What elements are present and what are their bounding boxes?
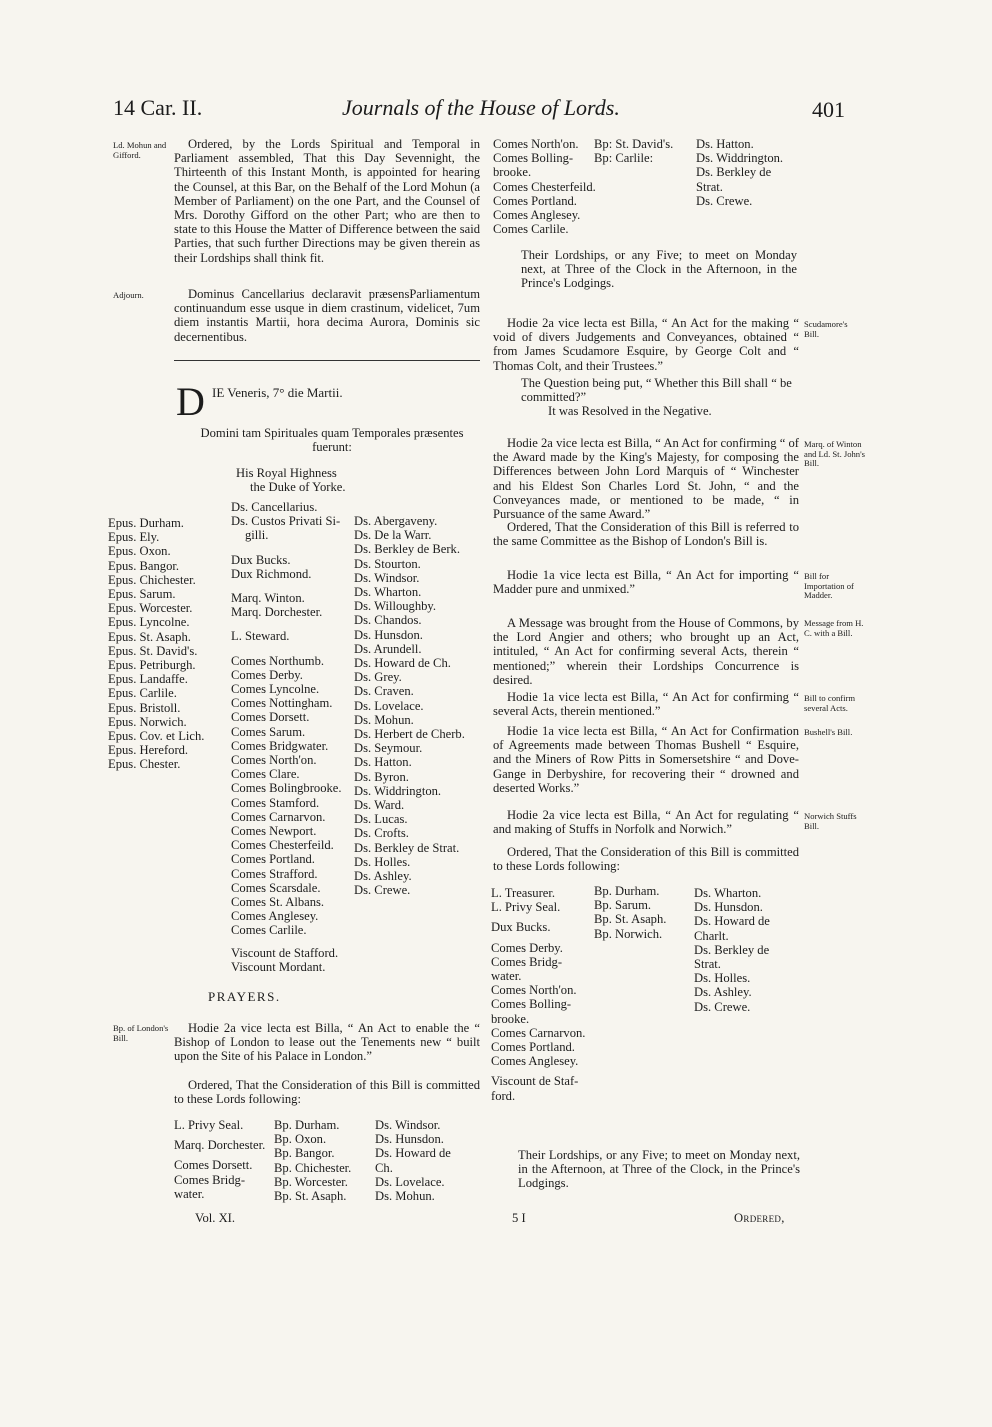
baron-entry: Ds. Holles. (354, 854, 411, 869)
bishop-entry: Epus. Oxon. (108, 544, 171, 559)
committee-member: Comes Carlile. (493, 222, 569, 237)
baron-entry: Ds. Berkley de Strat. (354, 840, 460, 855)
committee-member: Ds. Howard de (375, 1146, 451, 1161)
earl-entry: Comes Derby. (231, 667, 303, 682)
earl-entry: Comes Bridgwater. (231, 738, 329, 753)
committee-member: Bp. Bangor. (274, 1146, 335, 1161)
committee-member: Bp. Chichester. (274, 1160, 352, 1175)
margin-note-norwich: Norwich Stuffs Bill. (804, 811, 857, 831)
committee-member: brooke. (491, 1011, 530, 1026)
earl-entry: Comes Dorsett. (231, 710, 310, 725)
question-put: The Question being put, “ Whether this Bill shall “ be committed?” (521, 376, 792, 405)
committee-col-2 (274, 1118, 351, 1203)
bishop-entry: Epus. Norwich. (108, 714, 187, 729)
cancellarius: Ds. Cancellarius. (231, 500, 318, 514)
officers-column (236, 466, 346, 494)
committee-member: Bp. Oxon. (274, 1132, 327, 1147)
steward: L. Steward. (231, 629, 290, 644)
bushell-reading: Hodie 1a vice lecta est Billa, “ An Act for Confirmation of Agreements made between Thomas Bushell “ Esquire, and the Miners of Row Pitts in Somersetshire “ and Dove-Gange in Derbyshire, for recovering their “ drowned and deserted Works.” (493, 724, 799, 795)
marquess-entry: Marq. Winton. (231, 591, 305, 606)
committee-member: Strat. (696, 179, 723, 194)
margin-note-london: Bp. of London's Bill. (113, 1023, 169, 1043)
bishop-entry: Epus. Durham. (108, 516, 184, 530)
baron-entry: Ds. Craven. (354, 684, 414, 699)
committee-member: Comes Anglesey. (491, 1054, 579, 1069)
baron-entry: Ds. Grey. (354, 670, 402, 685)
committee-member: Viscount de Staf- (491, 1074, 579, 1089)
committee-member: L. Privy Seal. (491, 900, 561, 915)
catchword: Ordered, (734, 1211, 785, 1225)
baron-entry: Ds. Mohun. (354, 712, 414, 727)
baron-entry: Ds. Seymour. (354, 741, 423, 756)
committee-member: Ds. Hunsdon. (375, 1132, 444, 1147)
committee-member: water. (174, 1186, 205, 1201)
page-number: 401 (812, 97, 845, 122)
bishop-entry: Epus. Bristoll. (108, 700, 181, 715)
margin-note-adjourn: Adjourn. (113, 290, 144, 300)
earl-entry: Comes Chesterfeild. (231, 838, 334, 853)
top-committee-col-2 (594, 137, 673, 165)
earl-entry: Comes Stamford. (231, 795, 320, 810)
baron-entry: Ds. Berkley de Berk. (354, 542, 460, 557)
header-title: Journals of the House of Lords. (342, 95, 620, 120)
committee-member: Strat. (694, 957, 721, 972)
earl-entry: Comes Lyncolne. (231, 682, 320, 697)
committee-member: Ds. Crewe. (696, 193, 753, 208)
margin-note-scudamore: Scudamore's Bill. (804, 319, 848, 339)
present-heading: Domini tam Spirituales quam Temporales præsentes fuerunt: (200, 426, 464, 455)
margin-note-confirm: Bill to confirm several Acts. (804, 693, 856, 713)
committee-member: Ds. Hunsdon. (694, 900, 763, 915)
committee-member: Bp. Durham. (274, 1118, 340, 1132)
committee-member: Comes North'on. (491, 983, 577, 998)
baron-entry: Ds. Abergaveny. (354, 514, 438, 528)
bishop-entry: Epus. St. David's. (108, 643, 198, 658)
viscount-entry: Viscount Mordant. (231, 959, 326, 974)
bishop-entry: Epus. Bangor. (108, 558, 180, 573)
committee-member: Ds. Wharton. (694, 886, 762, 900)
madder-reading: Hodie 1a vice lecta est Billa, “ An Act for importing “ Madder pure and unmixed.” (493, 568, 799, 597)
bishop-entry: Epus. Lyncolne. (108, 615, 190, 630)
earl-entry: Comes Newport. (231, 824, 317, 839)
header-regnal-year: 14 Car. II. (113, 95, 203, 120)
date-initial: D (176, 379, 205, 424)
meeting-note-1: Their Lordships, or any Five; to meet on Monday next, at Three of the Clock in the Afternoon, in the Prince's Lodgings. (521, 248, 797, 291)
committee-member: Bp. Durham. (594, 884, 660, 898)
london-bill-reading: Hodie 2a vice lecta est Billa, “ An Act to enable the “ Bishop of London to lease out the Tenements new “ built upon the Site of his Palace in London.” (174, 1021, 480, 1064)
committee-member: Ds. Mohun. (375, 1189, 435, 1204)
committee-member: Comes North'on. (493, 137, 579, 151)
bishop-entry: Epus. Petriburgh. (108, 658, 196, 673)
top-committee-col-3 (696, 137, 783, 208)
winton-reading: Hodie 2a vice lecta est Billa, “ An Act for confirming “ of the Award made by the King's Majesty, for composing the Differences between John Lord Marquis of “ Winchester and his Eldest Son Charles Lord St. John, “ and the Conveyances made, or mentioned to be made, “ in Pursuance of the same Award.” (493, 436, 799, 522)
royal-line-1: His Royal Highness (236, 466, 337, 480)
committee-member: Bp. Sarum. (594, 898, 652, 913)
baron-entry: Ds. Herbert de Cherb. (354, 727, 465, 742)
bishop-entry: Epus. Carlile. (108, 686, 177, 701)
confirm-acts-reading: Hodie 1a vice lecta est Billa, “ An Act for confirming “ several Acts, therein mentioned.” (493, 690, 799, 719)
earl-entry: Comes North'on. (231, 753, 317, 768)
earl-entry: Comes Nottingham. (231, 696, 333, 711)
committee-member: Comes Anglesey. (493, 208, 581, 223)
london-bill-order: Ordered, That the Consideration of this Bill is committed to these Lords following: (174, 1078, 480, 1107)
bishop-entry: Epus. Worcester. (108, 601, 193, 616)
baron-entry: Ds. Windsor. (354, 570, 420, 585)
bishop-entry: Epus. Chester. (108, 757, 181, 772)
bishop-entry: Epus. Cov. et Lich. (108, 729, 205, 744)
committee-member: Ds. Windsor. (375, 1118, 441, 1132)
baron-entry: Ds. Lucas. (354, 812, 408, 827)
committee-member: Ds. Widdrington. (696, 151, 784, 166)
baron-entry: Ds. Willoughby. (354, 599, 437, 614)
margin-note-message: Message from H. C. with a Bill. (804, 618, 864, 638)
committee-member: Bp. Worcester. (274, 1174, 348, 1189)
committee-member: Bp. St. Asaph. (274, 1189, 347, 1204)
signature-mark: 5 I (512, 1211, 526, 1225)
earl-entry: Comes Anglesey. (231, 909, 319, 924)
volume-mark: Vol. XI. (195, 1211, 236, 1225)
baron-entry: Ds. Stourton. (354, 556, 421, 571)
committee-member: Comes Portland. (493, 193, 577, 208)
committee-member: L. Privy Seal. (174, 1118, 244, 1132)
baron-entry: Ds. Wharton. (354, 585, 422, 600)
earl-entry: Comes Portland. (231, 852, 315, 867)
baron-entry: Ds. Howard de Ch. (354, 656, 451, 671)
committee-member: Ds. Crewe. (694, 999, 751, 1014)
marquess-entry: Marq. Dorchester. (231, 605, 323, 620)
baron-entry: Ds. De la Warr. (354, 528, 432, 543)
duke-entry: Dux Bucks. (231, 552, 291, 567)
baron-entry: Ds. Lovelace. (354, 698, 424, 713)
royal-line-2: the Duke of Yorke. (250, 480, 346, 495)
committee-member: Comes Carnarvon. (491, 1025, 586, 1040)
viscount-entry: Viscount de Stafford. (231, 945, 339, 960)
committee-member: Ds. Berkley de (696, 165, 772, 180)
committee-member: Comes Chesterfeild. (493, 179, 596, 194)
baron-entry: Ds. Chandos. (354, 613, 422, 628)
temporal-column (231, 500, 342, 974)
baron-entry: Ds. Crofts. (354, 826, 409, 841)
committee-member: L. Treasurer. (491, 886, 556, 900)
adjournment-entry: Dominus Cancellarius declaravit præsensParliamentum continuandum esse usque in diem crastinum, videlicet, 7um diem instantis Martii, hora decima Aurora, Dominis sic decernentibus. (174, 287, 480, 344)
margin-note-bushell: Bushell's Bill. (804, 727, 853, 737)
baron-entry: Ds. Ashley. (354, 869, 412, 884)
scudamore-reading: Hodie 2a vice lecta est Billa, “ An Act for the making “ void of divers Judgements and Conveyances, obtained “ from James Scudamore Esquire, by George Colt and “ Thomas Colt, and their Trustees.” (493, 316, 799, 373)
committee-member: brooke. (493, 165, 532, 180)
committee-member: Dux Bucks. (491, 920, 551, 935)
earl-entry: Comes Bolingbrooke. (231, 781, 342, 796)
prayers-heading: PRAYERS. (208, 989, 281, 1004)
committee-member: Ds. Hatton. (696, 137, 754, 151)
bishop-entry: Epus. Landaffe. (108, 672, 188, 687)
earl-entry: Comes Clare. (231, 767, 300, 782)
baron-entry: Ds. Crewe. (354, 883, 411, 898)
committee-member: Marq. Dorchester. (174, 1138, 266, 1153)
earl-entry: Comes St. Albans. (231, 895, 325, 910)
duke-entry: Dux Richmond. (231, 566, 312, 581)
winton-order: Ordered, That the Consideration of this Bill is referred to the same Committee as the Bishop of London's Bill is. (493, 520, 799, 549)
bishop-entry: Epus. Ely. (108, 530, 160, 545)
committee-member: Ch. (375, 1160, 393, 1175)
committee-member: Comes Portland. (491, 1040, 575, 1055)
baron-entry: Ds. Ward. (354, 798, 405, 813)
bishops-column (108, 516, 204, 772)
earl-entry: Comes Carlile. (231, 923, 307, 938)
earl-entry: Comes Scarsdale. (231, 880, 321, 895)
top-committee-col-1 (493, 137, 596, 236)
committee-member: Ds. Holles. (694, 971, 751, 986)
committee-member: Ds. Ashley. (694, 985, 752, 1000)
barons-column (354, 514, 465, 897)
margin-note-winton: Marq. of Winton and Ld. St. John's Bill. (804, 439, 865, 469)
margin-note-madder: Bill for Importation of Madder. (804, 571, 854, 601)
date-heading: IE Veneris, 7° die Martii. (212, 385, 343, 400)
section-rule (174, 360, 480, 361)
committee-member: ford. (491, 1088, 516, 1103)
baron-entry: Ds. Hatton. (354, 755, 412, 770)
committee-member: Ds. Howard de (694, 914, 770, 929)
baron-entry: Ds. Byron. (354, 769, 409, 784)
bishop-entry: Epus. St. Asaph. (108, 629, 191, 644)
norwich-reading: Hodie 2a vice lecta est Billa, “ An Act for regulating “ and making of Stuffs in Norfolk and Norwich.” (493, 808, 799, 837)
committee-member: Ds. Lovelace. (375, 1174, 445, 1189)
committee-member: Charlt. (694, 928, 729, 943)
earl-entry: Comes Northumb. (231, 653, 325, 668)
norwich-committee-col-2 (594, 884, 666, 941)
custos-line-2: gilli. (245, 528, 269, 543)
bishop-entry: Epus. Hereford. (108, 743, 189, 758)
earl-entry: Comes Sarum. (231, 724, 306, 739)
baron-entry: Ds. Hunsdon. (354, 627, 423, 642)
norwich-committee-col-1 (491, 886, 585, 1103)
committee-member: Comes Bridg- (491, 954, 563, 969)
committee-member: Comes Bolling- (491, 997, 572, 1012)
norwich-committee-col-3 (694, 886, 770, 1014)
committee-member: Comes Dorsett. (174, 1158, 253, 1173)
meeting-note-2: Their Lordships, or any Five; to meet on Monday next, in the Afternoon, at Three of the Clock, in the Prince's Lodgings. (518, 1148, 800, 1191)
committee-member: Comes Bridg- (174, 1172, 246, 1187)
norwich-order: Ordered, That the Consideration of this Bill is committed to these Lords following: (493, 845, 799, 874)
bishop-entry: Epus. Sarum. (108, 587, 176, 602)
resolved-negative: It was Resolved in the Negative. (548, 404, 712, 418)
committee-member: Bp. Norwich. (594, 926, 663, 941)
committee-col-1 (174, 1118, 265, 1201)
committee-col-3 (375, 1118, 451, 1203)
earl-entry: Comes Strafford. (231, 866, 318, 881)
earl-entry: Comes Carnarvon. (231, 809, 326, 824)
committee-member: Bp: St. David's. (594, 137, 674, 151)
custos-line-1: Ds. Custos Privati Si- (231, 514, 341, 529)
margin-note-mohun: Ld. Mohun and Gifford. (113, 140, 167, 160)
baron-entry: Ds. Arundell. (354, 641, 422, 656)
committee-member: Bp: Carlile: (594, 151, 654, 166)
committee-member: Ds. Berkley de (694, 942, 770, 957)
bishop-entry: Epus. Chichester. (108, 572, 196, 587)
committee-member: Comes Bolling- (493, 151, 574, 166)
baron-entry: Ds. Widdrington. (354, 783, 442, 798)
order-mohun-gifford: Ordered, by the Lords Spiritual and Temporal in Parliament assembled, That this Day Sevennight, the Thirteenth of this Instant Month, is appointed for hearing the Counsel, at this Bar, on the Behalf of the Lord Mohun (a Member of Parliament) on the one Part, and the Counsel of Mrs. Dorothy Gifford on the other Part; who are then to state to this House the Matter of Difference between the said Parties, that such further Directions may be given therein as their Lordships shall think fit. (174, 137, 480, 265)
committee-member: water. (491, 969, 522, 984)
commons-message: A Message was brought from the House of Commons, by the Lord Angier and others; who brought up an Act, intituled, “ An Act for confirming several Acts, therein “ mentioned;” wherein their Lordships Concurrence is desired. (493, 616, 799, 687)
committee-member: Comes Derby. (491, 940, 563, 955)
committee-member: Bp. St. Asaph. (594, 912, 667, 927)
